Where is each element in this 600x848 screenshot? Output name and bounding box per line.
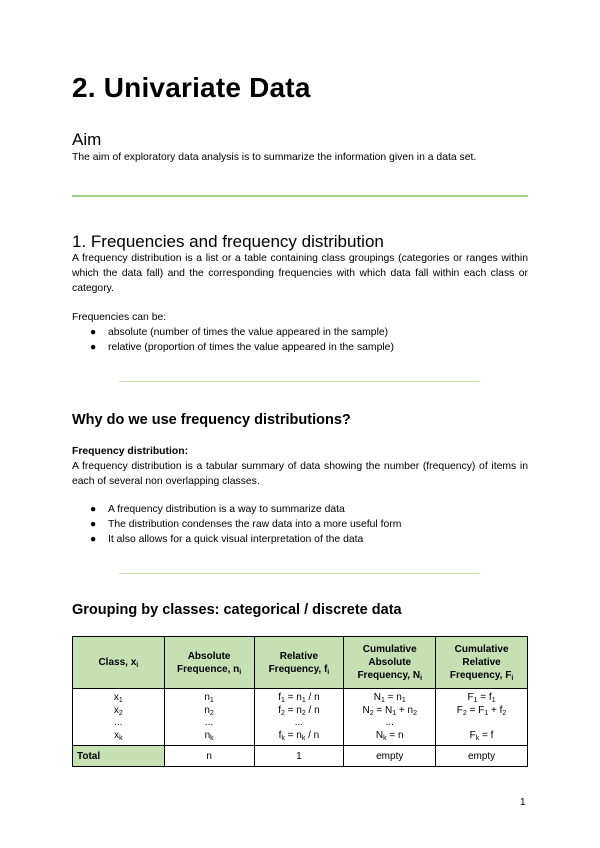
list-item: ● A frequency distribution is a way to summarize data <box>90 504 345 515</box>
aim-heading: Aim <box>72 130 102 149</box>
list-item: ● absolute (number of times the value appeared in the sample) <box>90 327 389 338</box>
section2-paragraph: A frequency distribution is a tabular summary of data showing the number (frequency) of items in each of several non overlapping classes. <box>72 461 528 487</box>
cell-class: $x_1$ $x_2$ ... $x_k$ <box>73 689 165 746</box>
section-divider <box>119 381 480 382</box>
section3-heading: Grouping by classes: categorical / discrete data <box>72 602 402 618</box>
cell-relative: $f_1 = n_1 / n$ $f_2 = n_2 / n$ ... $f_k = n_k / n$ <box>254 689 344 746</box>
table-total-row <box>73 746 528 767</box>
aim-text: The aim of exploratory data analysis is to summarize the information given in a data set. <box>72 152 477 163</box>
cell-absolute: $n_1$ $n_2$ ... $n_k$ <box>164 689 254 746</box>
frequency-types-list <box>72 325 394 355</box>
section-divider <box>72 195 528 197</box>
section1-heading: 1. Frequencies and frequency distribution <box>72 232 384 251</box>
reasons-list <box>72 502 401 547</box>
list-item: ● relative (proportion of times the value appeared in the sample) <box>90 342 394 353</box>
total-cumulative-absolute: empty <box>344 746 436 767</box>
section1-intro: Frequencies can be: <box>72 312 167 323</box>
total-cumulative-relative: empty <box>436 746 528 767</box>
header-cumulative-relative: Cumulative Relative Frequency, $F_i$ <box>436 637 528 689</box>
list-item: ● The distribution condenses the raw data into a more useful form <box>90 519 402 530</box>
page-number: 1 <box>520 797 526 808</box>
list-item: ● It also allows for a quick visual interpretation of the data <box>90 534 364 545</box>
section2-heading: Why do we use frequency distributions? <box>72 412 351 428</box>
page-title: 2. Univariate Data <box>72 72 311 103</box>
section1-paragraph: A frequency distribution is a list or a table containing class groupings (categories or ranges within which the data fall) and the corresponding frequencies with which data fall within each class or category. <box>72 253 528 294</box>
total-relative: 1 <box>254 746 344 767</box>
header-absolute-frequency: Absolute Frequence, $n_i$ <box>164 637 254 689</box>
header-relative-frequency: Relative Frequency, $f_i$ <box>254 637 344 689</box>
section-divider <box>119 573 480 574</box>
header-cumulative-absolute: Cumulative Absolute Frequency, $N_i$ <box>344 637 436 689</box>
cell-cumulative-absolute: $N_1 = n_1$ $N_2 = N_1 + n_2$ ... $N_k = n$ <box>344 689 436 746</box>
frequency-table <box>72 636 528 767</box>
total-label: Total <box>73 746 165 767</box>
cell-cumulative-relative: $F_1 = f_1$ $F_2 = F_1 + f_2$ $F_k = f$ <box>436 689 528 746</box>
header-class: Class, $x_i$ <box>73 637 165 689</box>
table-header-row <box>73 637 528 689</box>
total-absolute: n <box>164 746 254 767</box>
table-row <box>73 689 528 746</box>
section2-subheading: Frequency distribution: <box>72 446 189 457</box>
